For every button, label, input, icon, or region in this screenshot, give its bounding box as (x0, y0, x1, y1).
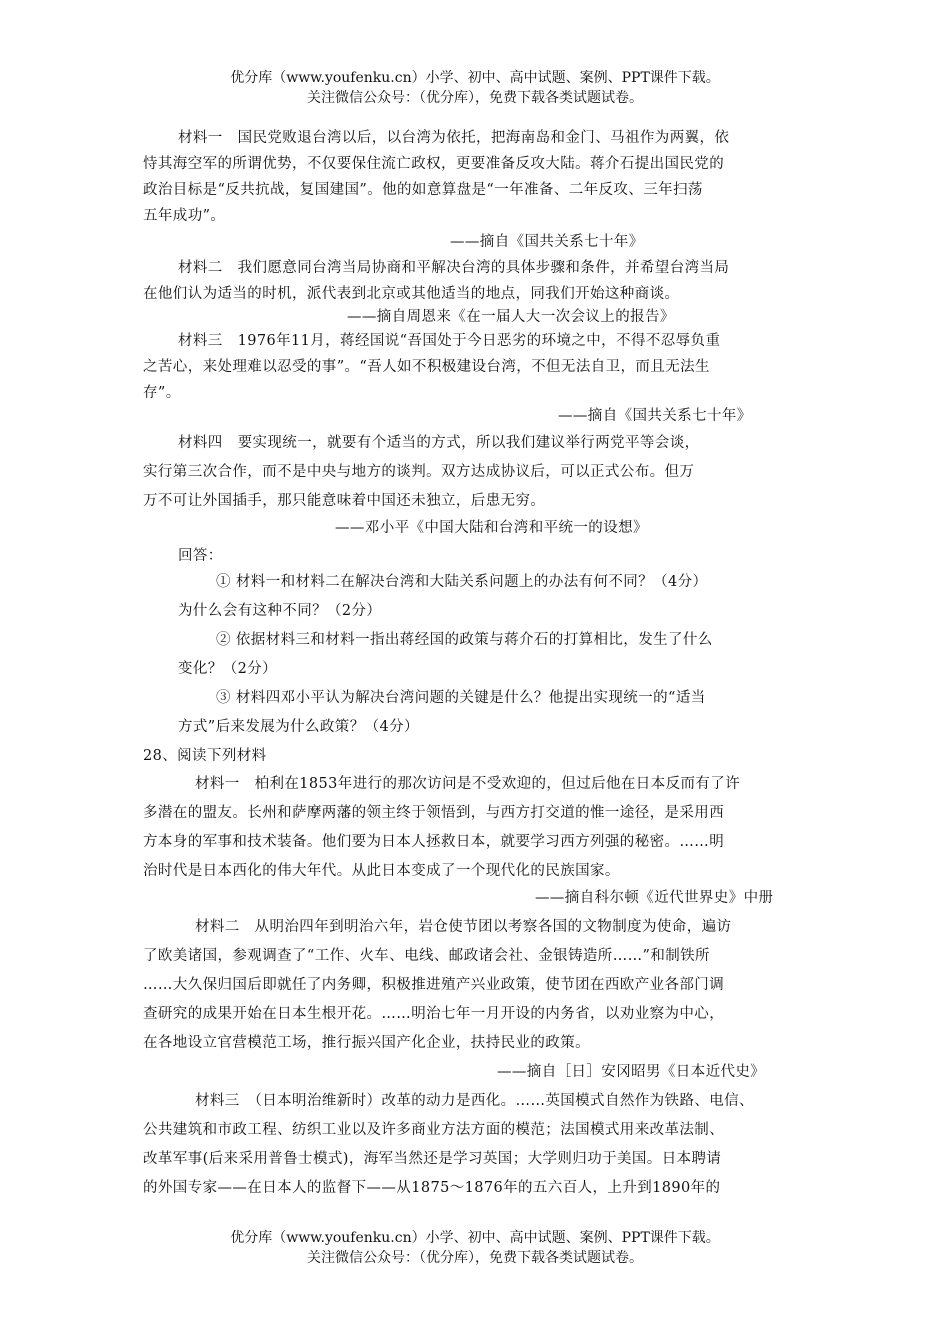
material-line: 治时代是日本西化的伟大年代。从此日本变成了一个现代化的民族国家。 (143, 863, 620, 879)
material-line: 万不可让外国插手，那只能意味着中国还未独立，后患无穷。 (143, 493, 546, 509)
material-line: 了欧美诸国，参观调查了“工作、火车、电线、邮政诸会社、金银铸造所……”和制铁所 (143, 948, 710, 964)
question-line: ③ 材料四邓小平认为解决台湾问题的关键是什么？他提出实现统一的“适当 (216, 690, 706, 706)
source-citation: ——摘自科尔顿《近代世界史》中册 (535, 890, 774, 906)
material-line: 材料二 从明治四年到明治六年，岩仓使节团以考察各国的文物制度为使命，遍访 (195, 919, 732, 935)
material-line: 查研究的成果开始在日本生根开花。……明治七年一月开设的内务省，以劝业察为中心， (143, 1006, 725, 1022)
material-line: 存”。 (143, 385, 181, 401)
answer-label: 回答： (178, 548, 223, 564)
material-line: 五年成功”。 (143, 208, 226, 224)
footer-line-2: 关注微信公众号：（优分库），免费下载各类试题试卷。 (307, 1250, 643, 1266)
material-line: 材料四 要实现统一，就要有个适当的方式，所以我们建议举行两党平等会谈， (178, 435, 700, 451)
material-line: 材料二 我们愿意同台湾当局协商和平解决台湾的具体步骤和条件，并希望台湾当局 (178, 260, 730, 276)
question-title: 28、阅读下列材料 (143, 748, 267, 764)
source-citation: ——摘自［日］安冈昭男《日本近代史》 (497, 1064, 766, 1080)
header-line-1: 优分库（www.youfenku.cn）小学、初中、高中试题、案例、PPT课件下载。 (230, 70, 720, 86)
question-line: ① 材料一和材料二在解决台湾和大陆关系问题上的办法有何不同？（4分） (216, 574, 708, 590)
material-line: 多潜在的盟友。长州和萨摩两藩的领主终于领悟到，与西方打交道的惟一途径，是采用西 (143, 805, 725, 821)
material-line: 改革军事(后来采用普鲁士模式)，海军当然还是学习英国；大学则归功于美国。日本聘请 (143, 1151, 722, 1167)
material-line: 材料三 1976年11月，蒋经国说“吾国处于今日恶劣的环境之中，不得不忍辱负重 (178, 333, 721, 349)
material-line: ……大久保归国后即就任了内务卿，积极推进殖产兴业政策，使节团在西欧产业各部门调 (143, 977, 725, 993)
material-line: 材料一 柏利在1853年进行的那次访问是不受欢迎的，但过后他在日本反而有了许 (195, 776, 741, 792)
material-line: 恃其海空军的所谓优势，不仅要保住流亡政权，更要准备反攻大陆。蒋介石提出国民党的 (143, 156, 725, 172)
material-line: 材料一 国民党败退台湾以后，以台湾为依托，把海南岛和金门、马祖作为两翼，依 (178, 130, 730, 146)
question-line: 变化？（2分） (178, 661, 278, 677)
material-line: 在各地设立官营模范工场，推行振兴国产化企业，扶持民业的政策。 (143, 1035, 590, 1051)
material-line: 实行第三次合作，而不是中央与地方的谈判。双方达成协议后，可以正式公布。但万 (143, 464, 695, 480)
question-line: 方式”后来发展为什么政策？（4分） (178, 719, 419, 735)
source-citation: ——摘自《国共关系七十年》 (558, 408, 752, 424)
material-line: 的外国专家——在日本人的监督下——从1875～1876年的五六百人，上升到1890年的 (143, 1180, 721, 1196)
question-line: 为什么会有这种不同？（2分） (178, 603, 382, 619)
source-citation: ——摘自《国共关系七十年》 (450, 234, 644, 250)
material-line: 方本身的军事和技术装备。他们要为日本人拯救日本，就要学习西方列强的秘密。……明 (143, 834, 725, 850)
material-line: 在他们认为适当的时机，派代表到北京或其他适当的地点，同我们开始这种商谈。 (143, 286, 680, 302)
material-line: 政治目标是“反共抗战，复国建国”。他的如意算盘是“一年准备、二年反攻、三年扫荡 (143, 182, 703, 198)
source-citation: ——摘自周恩来《在一届人大一次会议上的报告》 (347, 309, 675, 325)
source-citation: ——邓小平《中国大陆和台湾和平统一的设想》 (335, 520, 648, 536)
material-line: 公共建筑和市政工程、纺织工业以及许多商业方法方面的模范；法国模式用来改革法制、 (143, 1122, 725, 1138)
material-line: 之苦心，来处理难以忍受的事”。“吾人如不积极建设台湾，不但无法自卫，而且无法生 (143, 359, 710, 375)
question-line: ② 依据材料三和材料一指出蒋经国的政策与蒋介石的打算相比，发生了什么 (216, 632, 713, 648)
footer-line-1: 优分库（www.youfenku.cn）小学、初中、高中试题、案例、PPT课件下载。 (230, 1230, 720, 1246)
material-line: 材料三 （日本明治维新时）改革的动力是西化。……英国模式自然作为铁路、电信、 (195, 1093, 754, 1109)
header-line-2: 关注微信公众号：（优分库），免费下载各类试题试卷。 (307, 90, 643, 106)
